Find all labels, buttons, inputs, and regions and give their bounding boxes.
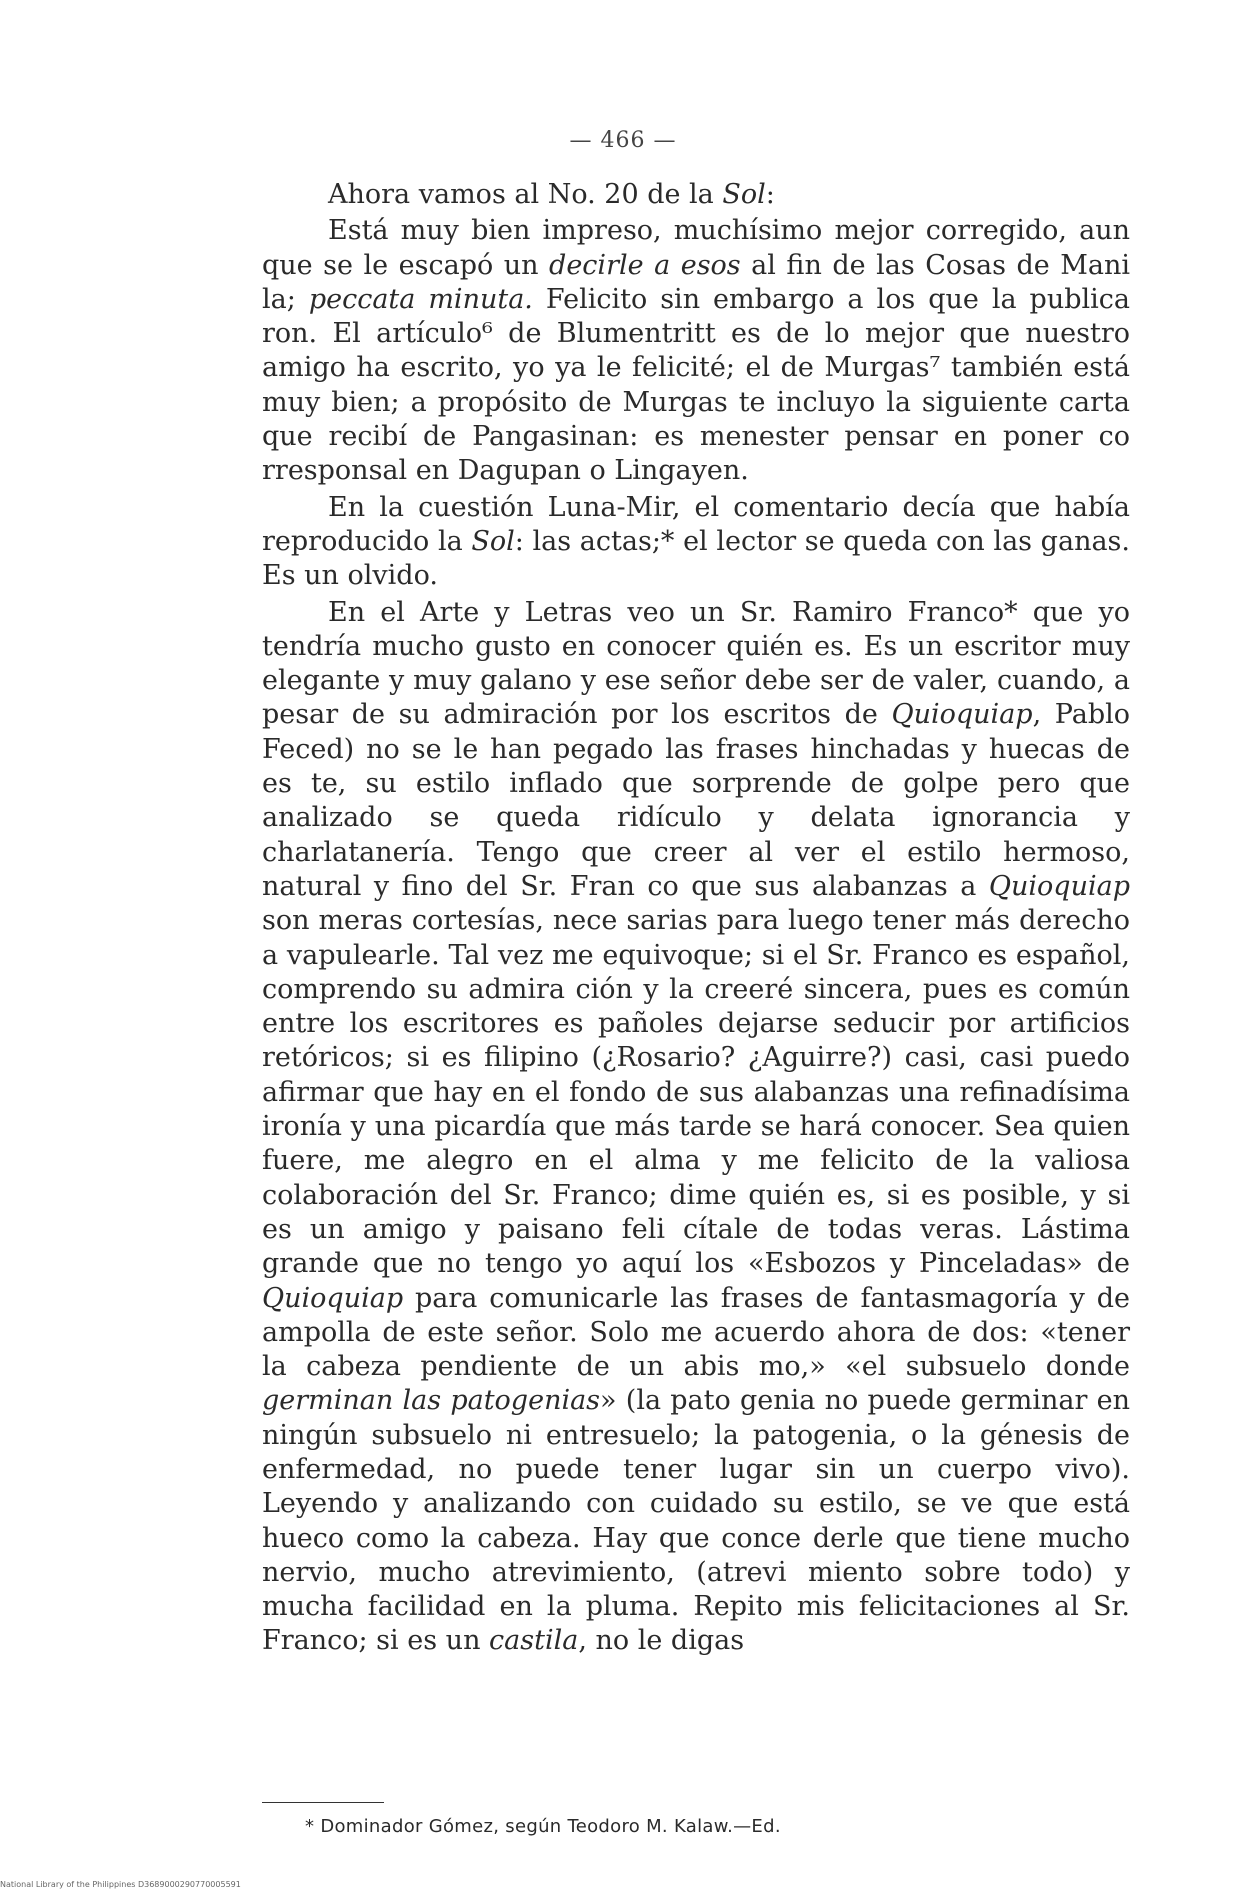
footnote-divider bbox=[262, 1802, 384, 1803]
italic-text: Quioquiap bbox=[988, 870, 1130, 902]
italic-text: Quioquiap bbox=[262, 1282, 404, 1314]
library-watermark-tag: National Library of the Philippines D3689000290770005591 bbox=[0, 1880, 241, 1889]
text-run: En la cuestión Luna-Mir, el comentario decía que había reproducido la bbox=[262, 491, 1130, 557]
italic-text: castila bbox=[489, 1625, 579, 1657]
text-run: al fin de las Cosas de Mani la; bbox=[262, 249, 1131, 315]
italic-text: germinan las patogenias bbox=[262, 1385, 601, 1417]
italic-text: Quioquiap bbox=[891, 699, 1033, 731]
text-run: , Pablo Feced) no se le han pegado las frases hinchadas y huecas de es te, su estilo inflado que sorprende de golpe pero que analizado se queda ridículo y delata ignorancia y charlatanería. Tengo que creer al ver el estilo hermoso, natural y fino del Sr. Fran co que sus alabanzas a bbox=[262, 699, 1130, 902]
page-number: — 466 — bbox=[569, 128, 677, 153]
paragraph bbox=[262, 178, 1130, 212]
text-run: , no le digas bbox=[578, 1625, 745, 1657]
italic-text: decirle a esos bbox=[549, 249, 741, 281]
text-run: En el Arte y Letras veo un Sr. Ramiro Franco* que yo tendría mucho gusto en conocer quién es. Es un escritor muy elegante y muy galano y ese señor debe ser de valer, cuando, a pesar de su admiración por los escritos de bbox=[262, 596, 1130, 731]
text-run: : las actas;* el lector se queda con las ganas. Es un olvido. bbox=[262, 525, 1130, 592]
text-run: Está muy bien impreso, muchísimo mejor corregido, aun que se le escapó un bbox=[262, 215, 1130, 281]
text-run: Ahora vamos al No. 20 de la bbox=[328, 179, 723, 210]
italic-text: peccata minuta. bbox=[308, 283, 533, 315]
letter-body bbox=[262, 178, 1130, 1659]
text-run: » (la pato genia no puede germinar en ningún subsuelo ni entresuelo; la patogenia, o la génesis de enfermedad, no puede tener lugar sin un cuerpo vivo). Leyendo y analizando con cuidado su estilo, se ve que está hueco como la cabeza. Hay que conce derle que tiene mucho nervio, mucho atrevimiento, (atrevi miento sobre todo) y mucha facilidad en la pluma. Repito mis felicitaciones al Sr. Franco; si es un bbox=[262, 1385, 1130, 1657]
paragraph bbox=[262, 491, 1130, 594]
text-run: para comunicarle las frases de fantasmagoría y de ampolla de este señor. Solo me acuerdo ahora de dos: «tener la cabeza pendiente de un abis mo,» «el subsuelo donde bbox=[262, 1282, 1130, 1383]
paragraph bbox=[262, 596, 1130, 1659]
text-run: Felicito sin embargo a los que la publica ron. El artículo⁶ de Blumentritt es de lo mejor que nuestro amigo ha escrito, yo ya le felicité; el de Murgas⁷ también está muy bien; a propósito de Murgas te incluyo la siguiente carta que recibí de Pangasinan: es menester pensar en poner co rresponsal en Dagupan o Lingayen. bbox=[262, 283, 1130, 487]
footnote: * Dominador Gómez, según Teodoro M. Kalaw.—Ed. bbox=[305, 1816, 781, 1837]
italic-text: Sol bbox=[471, 525, 515, 557]
paragraph bbox=[262, 214, 1130, 488]
italic-text: Sol bbox=[722, 179, 766, 210]
text-run: son meras cortesías, nece sarias para luego tener más derecho a vapulearle. Tal vez me equivoque; si el Sr. Franco es español, comprendo su admira ción y la creeré sincera, pues es común entre los escritores es pañoles dejarse seducir por artificios retóricos; si es filipino (¿Rosario? ¿Aguirre?) casi, casi puedo afirmar que hay en el fondo de sus alabanzas una refinadísima ironía y una picardía que más tarde se hará conocer. Sea quien fuere, me alegro en el alma y me felicito de la valiosa colaboración del Sr. Franco; dime quién es, si es posible, y si es un amigo y paisano feli cítale de todas veras. Lástima grande que no tengo yo aquí los «Esbozos y Pinceladas» de bbox=[262, 905, 1130, 1280]
text-run: : bbox=[765, 179, 775, 210]
